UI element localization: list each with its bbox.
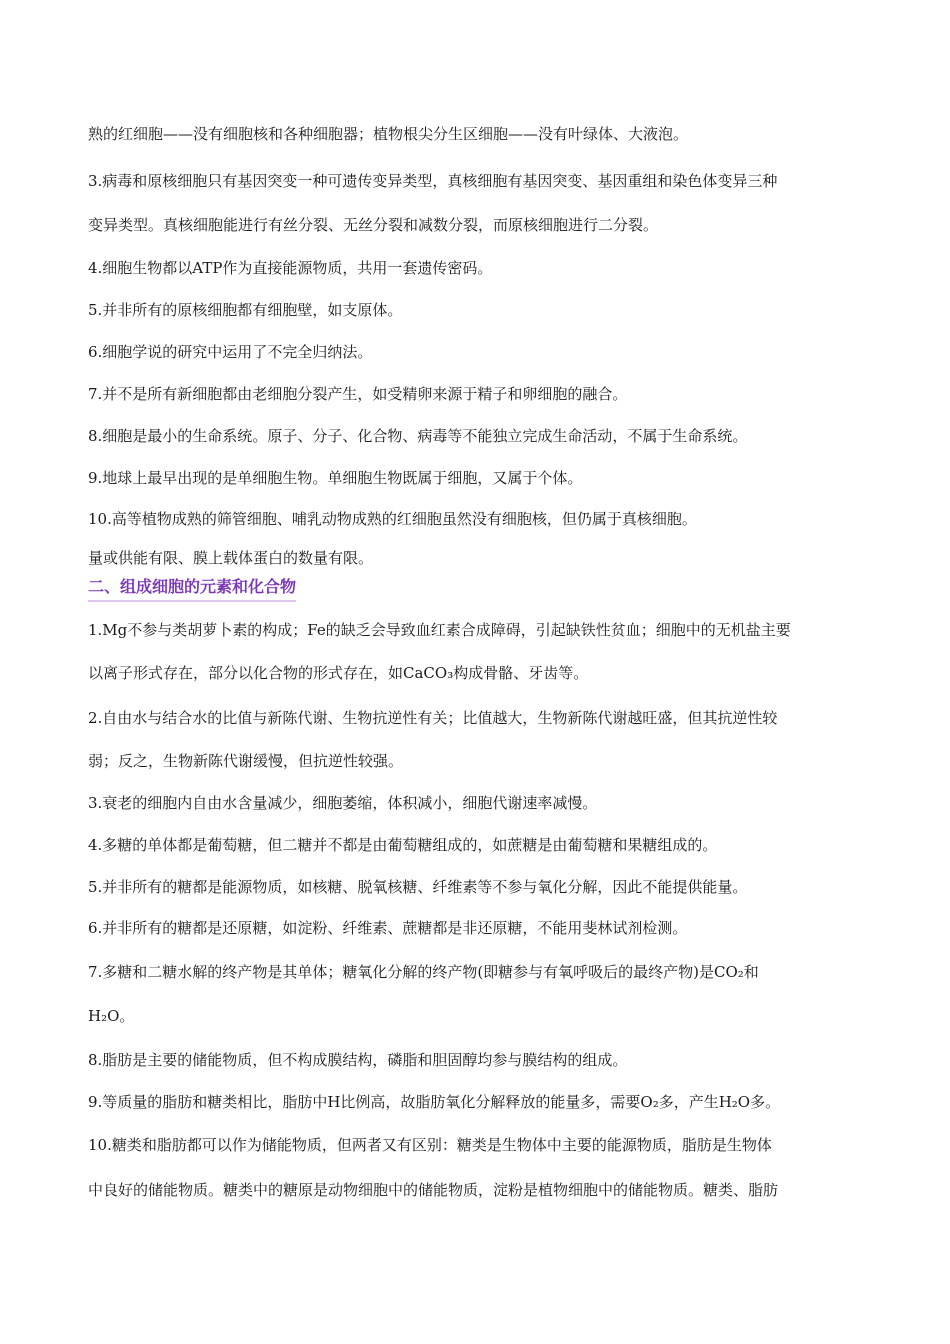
- text-line: 以离子形式存在，部分以化合物的形式存在，如CaCO₃构成骨骼、牙齿等。: [88, 664, 589, 682]
- text-line: 中良好的储能物质。糖类中的糖原是动物细胞中的储能物质，淀粉是植物细胞中的储能物质。糖类、脂肪: [88, 1181, 779, 1199]
- text-line: 7.多糖和二糖水解的终产物是其单体；糖氧化分解的终产物(即糖参与有氧呼吸后的最终产物)是CO₂和: [88, 963, 759, 981]
- text-line: 9.地球上最早出现的是单细胞生物。单细胞生物既属于细胞，又属于个体。: [88, 469, 583, 487]
- text-line: 9.等质量的脂肪和糖类相比，脂肪中H比例高，故脂肪氧化分解释放的能量多，需要O₂多，产生H₂O多。: [88, 1093, 781, 1111]
- text-line: 量或供能有限、膜上载体蛋白的数量有限。: [88, 549, 374, 567]
- text-line: 3.病毒和原核细胞只有基因突变一种可遗传变异类型，真核细胞有基因突变、基因重组和染色体变异三种: [88, 172, 778, 190]
- text-line: 8.脂肪是主要的储能物质，但不构成膜结构，磷脂和胆固醇均参与膜结构的组成。: [88, 1051, 628, 1069]
- text-line: 10.糖类和脂肪都可以作为储能物质，但两者又有区别：糖类是生物体中主要的能源物质，脂肪是生物体: [88, 1136, 772, 1154]
- text-line: 熟的红细胞——没有细胞核和各种细胞器；植物根尖分生区细胞——没有叶绿体、大液泡。: [88, 125, 689, 143]
- text-line: 弱；反之，生物新陈代谢缓慢，但抗逆性较强。: [88, 752, 404, 770]
- text-line: 变异类型。真核细胞能进行有丝分裂、无丝分裂和减数分裂，而原核细胞进行二分裂。: [88, 216, 659, 234]
- text-line: 1.Mg不参与类胡萝卜素的构成；Fe的缺乏会导致血红素合成障碍，引起缺铁性贫血；细胞中的无机盐主要: [88, 621, 791, 639]
- text-line: 3.衰老的细胞内自由水含量减少，细胞萎缩，体积减小，细胞代谢速率减慢。: [88, 794, 598, 812]
- text-line: 6.细胞学说的研究中运用了不完全归纳法。: [88, 343, 373, 361]
- text-line: 5.并非所有的原核细胞都有细胞壁，如支原体。: [88, 301, 403, 319]
- text-line: 8.细胞是最小的生命系统。原子、分子、化合物、病毒等不能独立完成生命活动，不属于生命系统。: [88, 427, 748, 445]
- section-heading: 二、组成细胞的元素和化合物: [88, 576, 296, 602]
- text-line: 4.细胞生物都以ATP作为直接能源物质，共用一套遗传密码。: [88, 259, 493, 277]
- text-line: 10.高等植物成熟的筛管细胞、哺乳动物成熟的红细胞虽然没有细胞核，但仍属于真核细胞。: [88, 510, 697, 528]
- text-line: 4.多糖的单体都是葡萄糖，但二糖并不都是由葡萄糖组成的，如蔗糖是由葡萄糖和果糖组成的。: [88, 836, 718, 854]
- text-line: 6.并非所有的糖都是还原糖，如淀粉、纤维素、蔗糖都是非还原糖，不能用斐林试剂检测。: [88, 919, 688, 937]
- text-line: 7.并不是所有新细胞都由老细胞分裂产生，如受精卵来源于精子和卵细胞的融合。: [88, 385, 628, 403]
- text-line: H₂O。: [88, 1007, 135, 1025]
- text-line: 2.自由水与结合水的比值与新陈代谢、生物抗逆性有关；比值越大，生物新陈代谢越旺盛，但其抗逆性较: [88, 709, 778, 727]
- text-line: 5.并非所有的糖都是能源物质，如核糖、脱氧核糖、纤维素等不参与氧化分解，因此不能提供能量。: [88, 878, 748, 896]
